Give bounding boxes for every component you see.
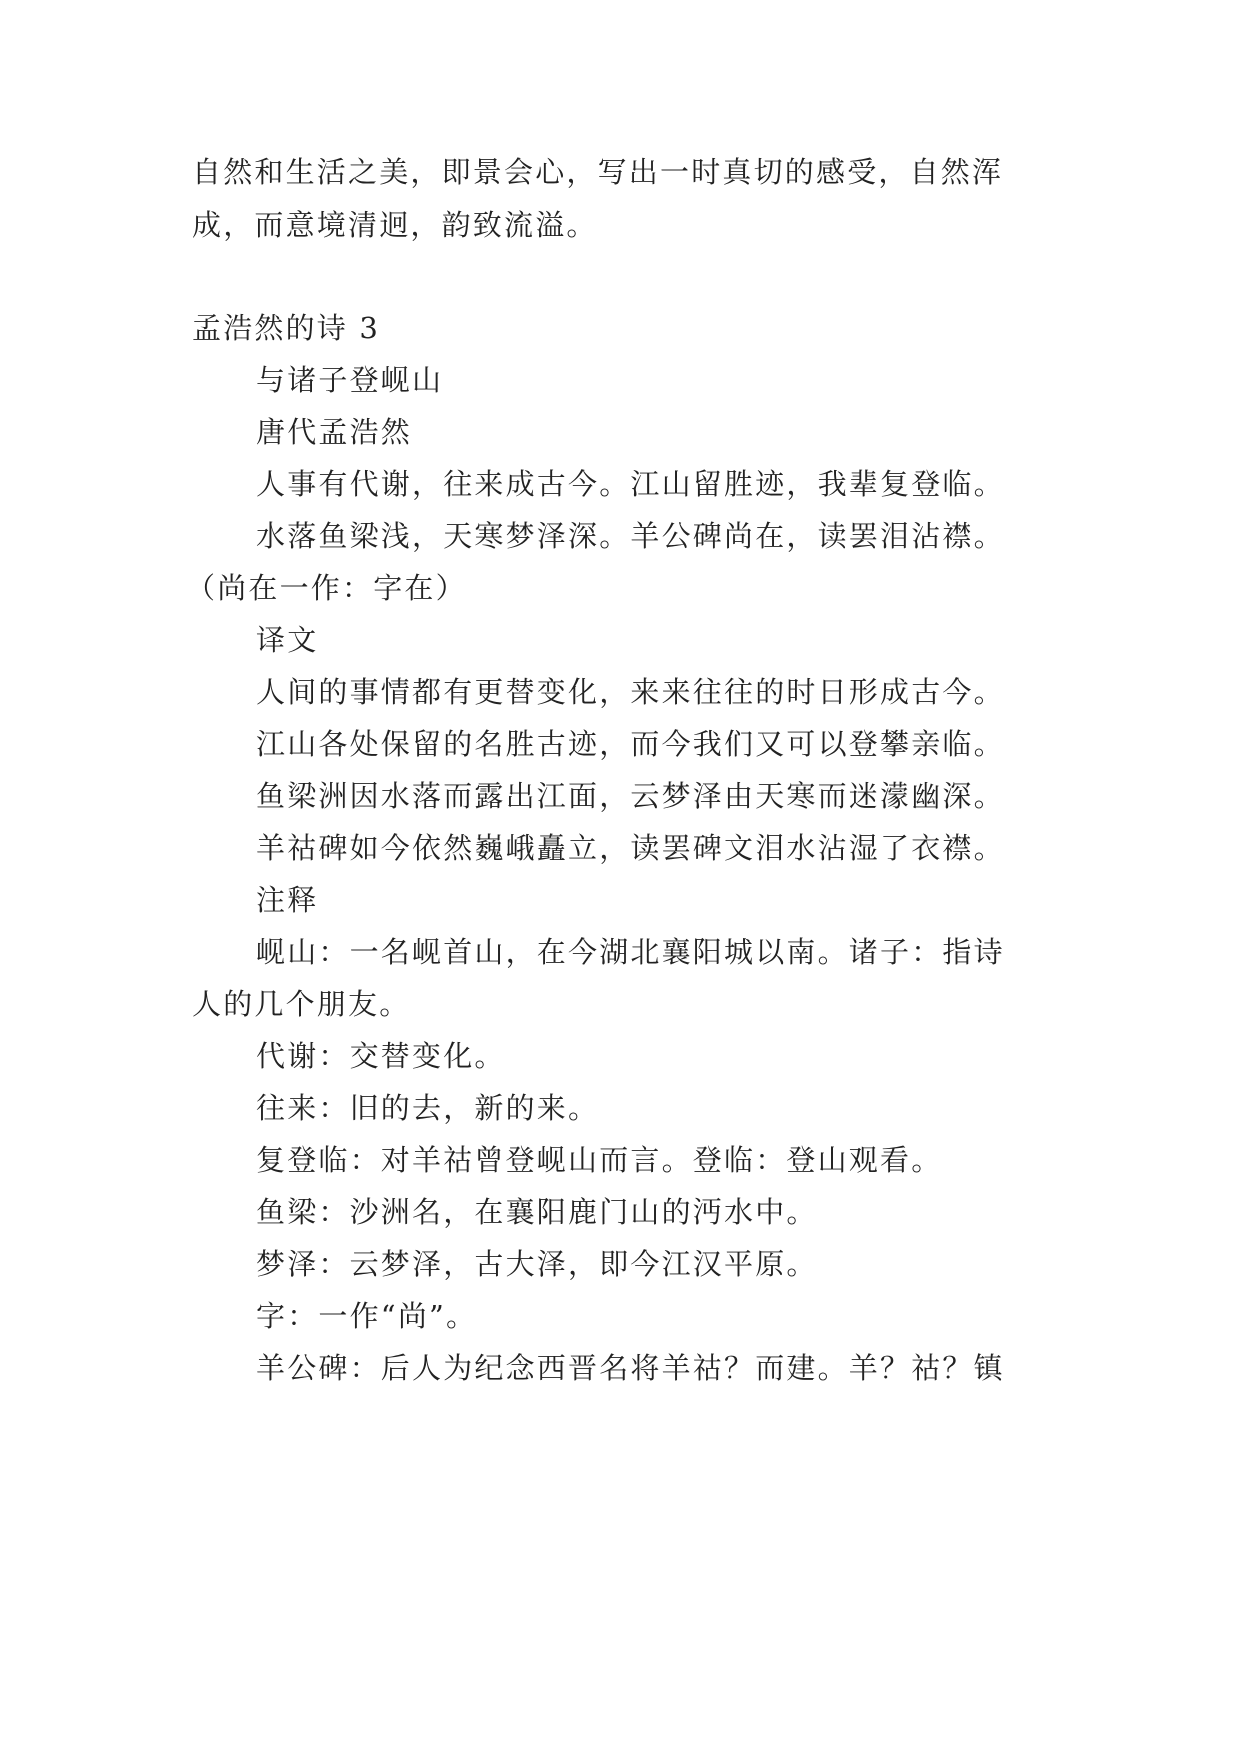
note-line: 代谢：交替变化。 — [256, 1039, 506, 1073]
note-line: 鱼梁：沙洲名，在襄阳鹿门山的沔水中。 — [256, 1195, 818, 1229]
poem-line: 水落鱼梁浅，天寒梦泽深。羊公碑尚在，读罢泪沾襟。 — [256, 519, 1005, 553]
paragraph-line: 自然和生活之美，即景会心，写出一时真切的感受，自然浑 — [192, 155, 1004, 189]
note-line: 往来：旧的去，新的来。 — [256, 1091, 600, 1125]
translation-line: 人间的事情都有更替变化，来来往往的时日形成古今。 — [256, 675, 1005, 709]
translation-heading: 译文 — [256, 623, 319, 657]
note-line: 羊公碑：后人为纪念西晋名将羊祜？而建。羊？祜？镇 — [256, 1351, 1005, 1385]
poem-author: 唐代孟浩然 — [256, 415, 413, 449]
translation-line: 江山各处保留的名胜古迹，而今我们又可以登攀亲临。 — [256, 727, 1005, 761]
poem-line: 人事有代谢，往来成古今。江山留胜迹，我辈复登临。 — [256, 467, 1005, 501]
variant-note: （尚在一作：字在） — [186, 571, 467, 605]
translation-line: 羊祜碑如今依然巍峨矗立，读罢碑文泪水沾湿了衣襟。 — [256, 831, 1005, 865]
note-line: 人的几个朋友。 — [192, 987, 411, 1021]
note-line: 岘山：一名岘首山，在今湖北襄阳城以南。诸子：指诗 — [256, 935, 1005, 969]
notes-heading: 注释 — [256, 883, 319, 917]
translation-line: 鱼梁洲因水落而露出江面，云梦泽由天寒而迷濛幽深。 — [256, 779, 1005, 813]
poem-title: 与诸子登岘山 — [256, 363, 444, 397]
section-heading: 孟浩然的诗 3 — [192, 311, 381, 345]
paragraph-line: 成，而意境清迥，韵致流溢。 — [192, 208, 598, 242]
note-line: 梦泽：云梦泽，古大泽，即今江汉平原。 — [256, 1247, 818, 1281]
note-line: 复登临：对羊祜曾登岘山而言。登临：登山观看。 — [256, 1143, 943, 1177]
note-line: 字：一作“尚”。 — [256, 1299, 478, 1333]
